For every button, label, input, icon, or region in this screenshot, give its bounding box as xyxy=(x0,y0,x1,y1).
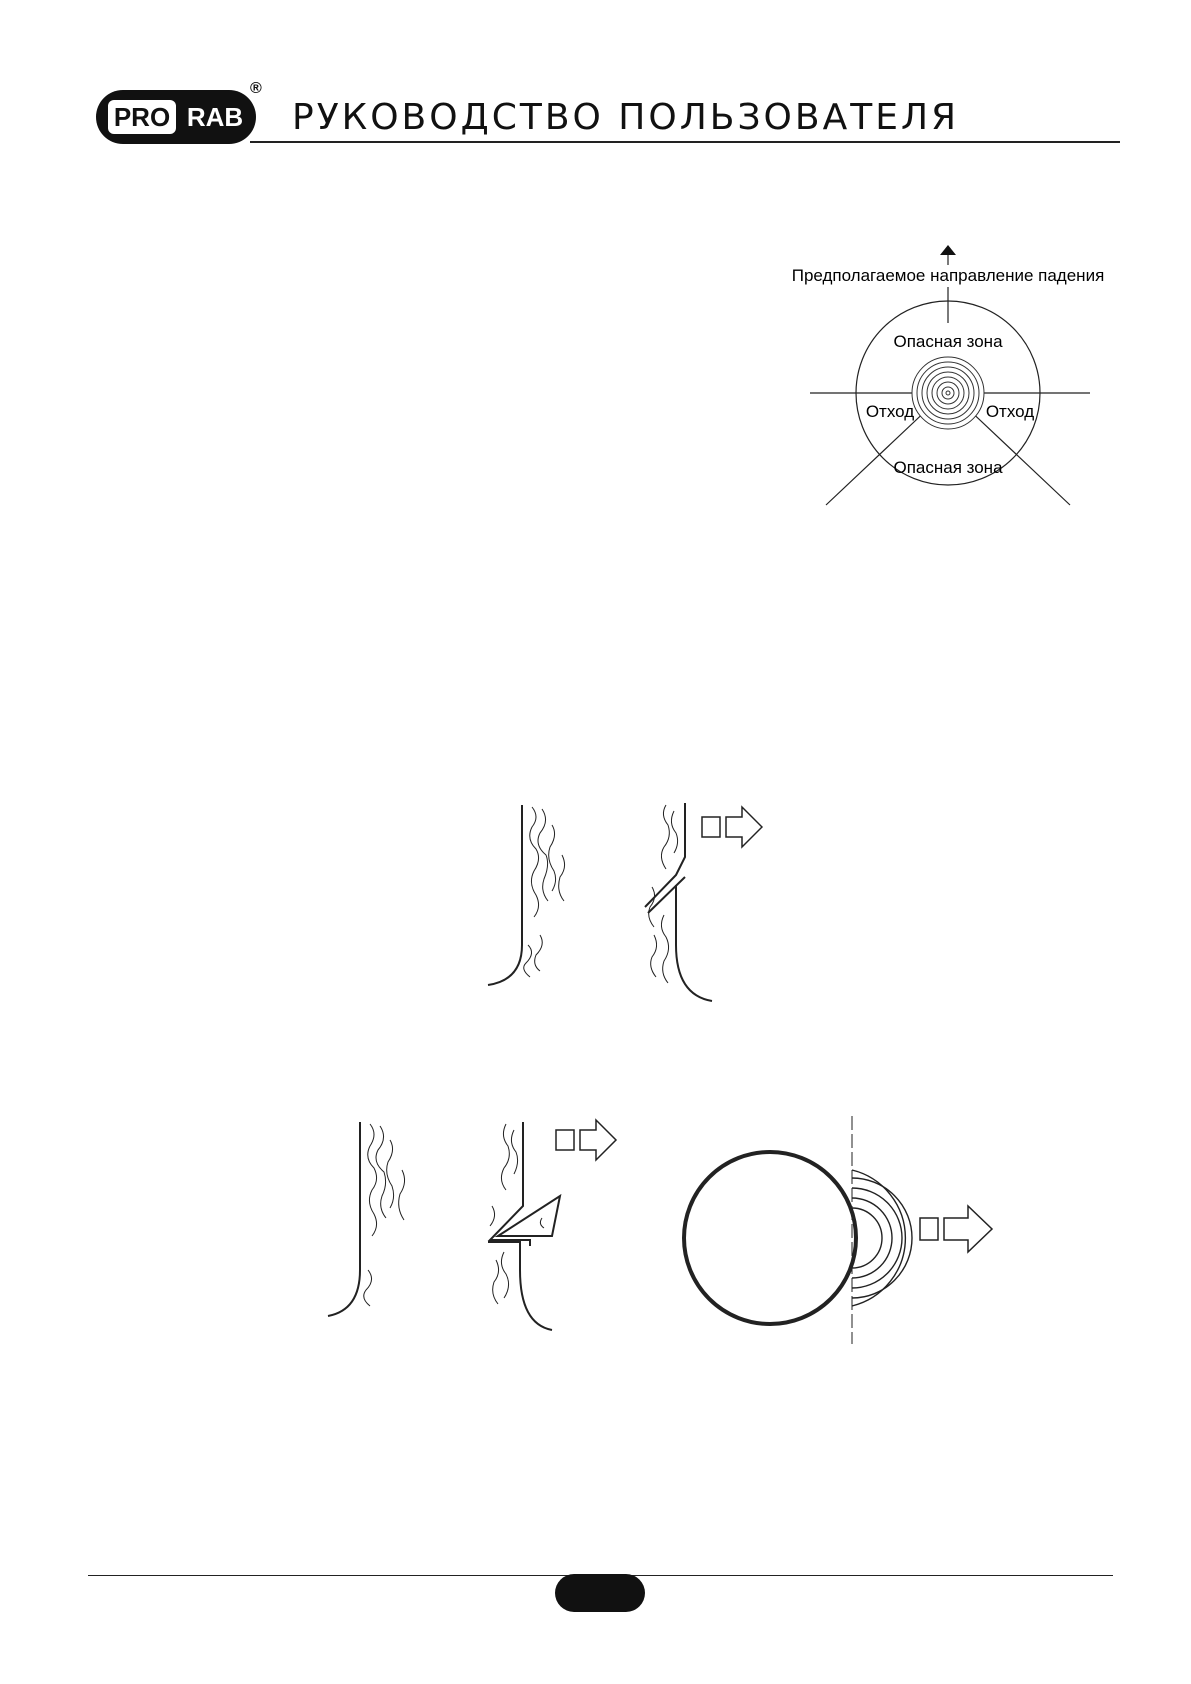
tree-trunk-illustration xyxy=(328,1122,405,1316)
header-rule xyxy=(250,141,1120,143)
arrow-right-icon xyxy=(702,807,762,847)
arrow-right-icon xyxy=(920,1206,992,1252)
trunk-cross-section-illustration xyxy=(684,1116,912,1344)
danger-zone-top-label: Опасная зона xyxy=(893,332,1003,351)
felling-cut-trunk-illustration xyxy=(488,1122,560,1330)
logo-rab-text: RAB xyxy=(186,102,244,132)
document-title: РУКОВОДСТВО ПОЛЬЗОВАТЕЛЯ xyxy=(292,97,960,138)
page-header xyxy=(0,0,1191,160)
page-number-badge xyxy=(555,1574,645,1612)
retreat-right-label: Отход xyxy=(985,402,1035,421)
danger-zone-bottom-label: Опасная зона xyxy=(893,458,1003,477)
felling-cut-illustration xyxy=(320,1110,1040,1350)
felling-zone-diagram xyxy=(760,235,1180,520)
undercut-illustration xyxy=(480,795,780,1015)
tree-trunk-illustration xyxy=(488,805,565,985)
arrow-right-icon xyxy=(556,1120,616,1160)
arrow-up-icon xyxy=(940,245,956,255)
prorab-logo xyxy=(96,90,256,144)
retreat-left-label: Отход xyxy=(865,402,915,421)
registered-mark: ® xyxy=(250,80,262,97)
logo-pro-text: PRO xyxy=(108,100,176,134)
tree-rings-icon xyxy=(912,357,984,429)
fall-direction-label: Предполагаемое направление падения xyxy=(791,266,1105,285)
